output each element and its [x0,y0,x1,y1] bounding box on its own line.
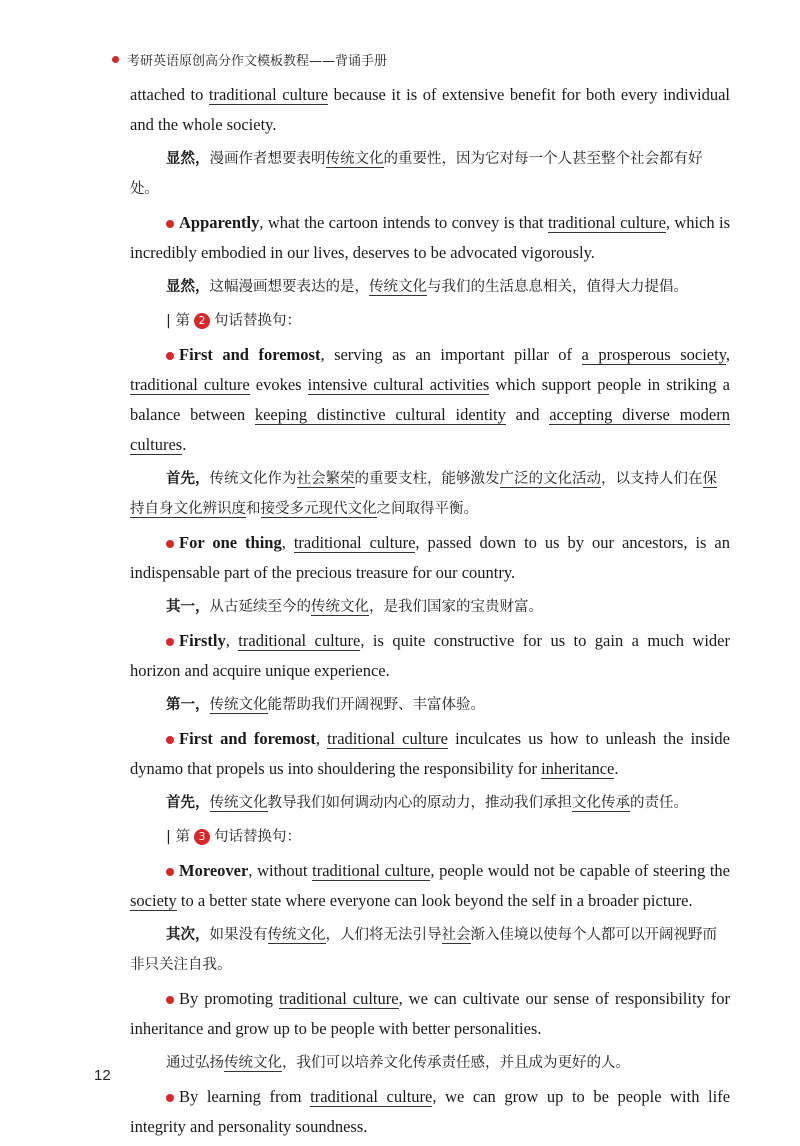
sentence-en-6: First and foremost, traditional culture inculcates us how to unleash the inside dynamo that propels us into shouldering the responsibility for inheritance. [130,729,730,778]
replacement-heading-2: | 第 2 句话替换句： [166,313,301,329]
page-number: 12 [94,1067,111,1084]
bullet-icon [166,1094,174,1102]
sentence-zh-6: 首先，传统文化教导我们如何调动内心的原动力，推动我们承担文化传承的责任。 [166,794,688,811]
sentence-en-9: By learning from traditional culture, we can grow up to be people with life integrity and personality soundness. [130,1087,731,1136]
number-badge: 2 [194,313,210,329]
page-body [130,80,730,1146]
bullet-icon [166,352,174,360]
bullet-icon [166,638,174,646]
sentence-en-4: For one thing, traditional culture, passed down to us by our ancestors, is an indispensable part of the precious treasure for our country. [130,533,730,582]
bullet-icon [166,220,174,228]
sentence-zh-5: 第一，传统文化能帮助我们开阔视野、丰富体验。 [166,696,485,713]
sentence-en-5: Firstly, traditional culture, is quite constructive for us to gain a much wider horizon and acquire unique experience. [130,631,730,680]
number-badge: 3 [194,829,210,845]
sentence-en-1: attached to traditional culture because it is of extensive benefit for both every individual and the whole society. [130,85,731,134]
sentence-zh-7: 其次，如果没有传统文化，人们将无法引导社会渐入佳境以使每个人都可以开阔视野而非只关注自我。 [130,926,717,973]
sentence-en-2: Apparently, what the cartoon intends to convey is that traditional culture, which is incredibly embodied in our lives, deserves to be advocated vigorously. [130,213,730,262]
running-header [112,50,387,69]
bullet-icon [166,996,174,1004]
replacement-heading-3: | 第 3 句话替换句： [166,829,301,845]
bullet-icon [166,736,174,744]
sentence-en-7: Moreover, without traditional culture, people would not be capable of steering the society to a better state where everyone can look beyond the self in a broader picture. [130,861,731,910]
sentence-en-8: By promoting traditional culture, we can cultivate our sense of responsibility for inheritance and grow up to be people with better personalities. [130,989,731,1038]
sentence-en-3: First and foremost, serving as an important pillar of a prosperous society, traditional culture evokes intensive cultural activities which support people in striking a balance between keeping distinctive cultural identity and accepting diverse modern cultures. [130,345,731,454]
sentence-zh-3: 首先，传统文化作为社会繁荣的重要支柱，能够激发广泛的文化活动，以支持人们在保持自身文化辨识度和接受多元现代文化之间取得平衡。 [130,470,717,517]
header-title: 考研英语原创高分作文模板教程——背诵手册 [127,54,388,69]
sentence-zh-1: 显然，漫画作者想要表明传统文化的重要性，因为它对每一个人甚至整个社会都有好处。 [130,150,703,197]
header-bullet-icon [112,56,119,63]
sentence-zh-4: 其一，从古延续至今的传统文化，是我们国家的宝贵财富。 [166,598,543,615]
sentence-zh-8: 通过弘扬传统文化，我们可以培养文化传承责任感，并且成为更好的人。 [166,1055,630,1071]
bullet-icon [166,540,174,548]
bullet-icon [166,868,174,876]
sentence-zh-2: 显然，这幅漫画想要表达的是，传统文化与我们的生活息息相关，值得大力提倡。 [166,278,688,295]
